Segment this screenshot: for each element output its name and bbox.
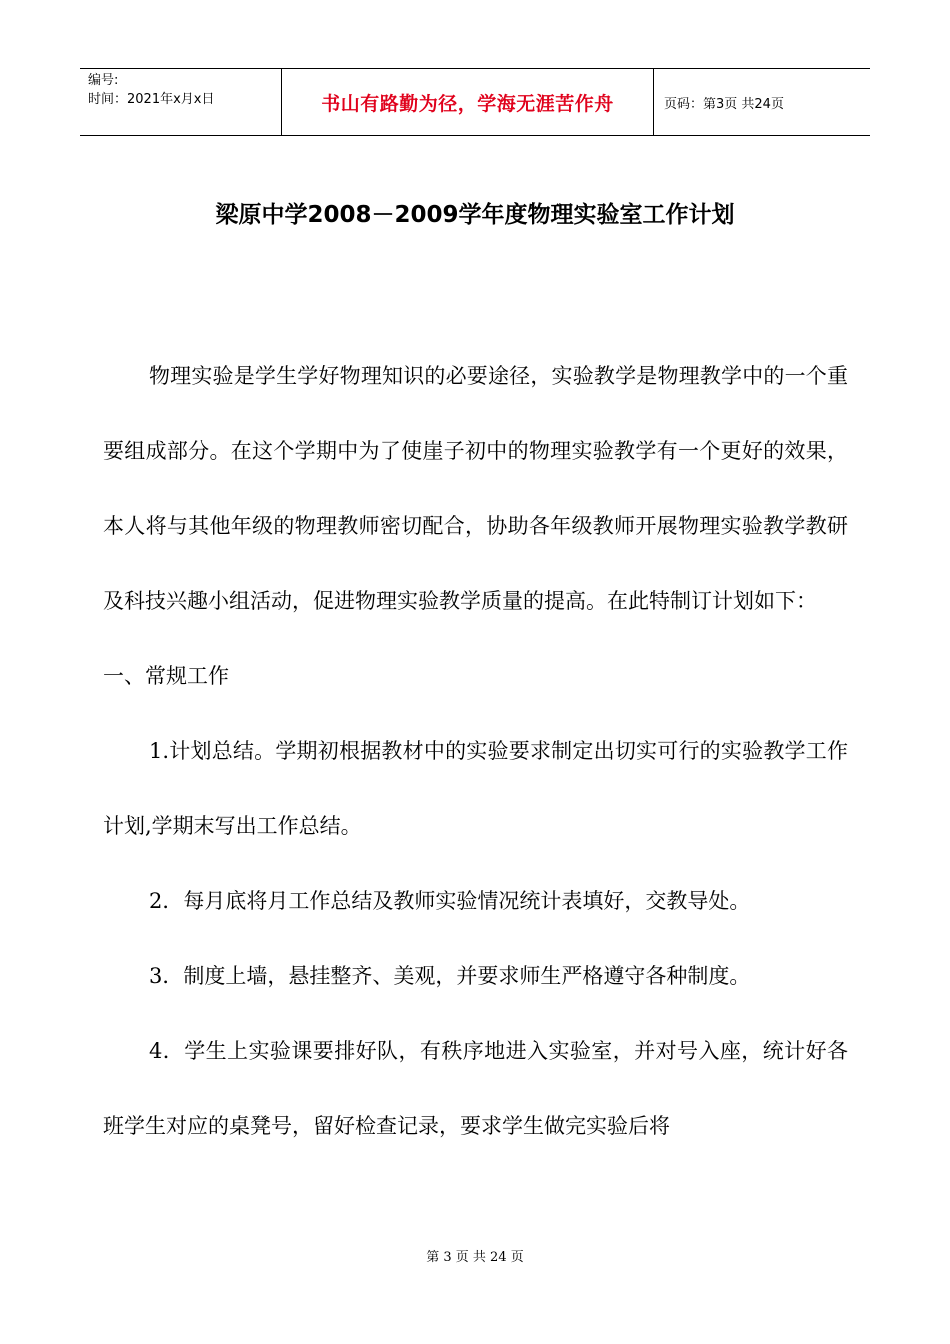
- header-table: [80, 68, 870, 136]
- header-motto-cell: [281, 69, 654, 135]
- page-info: 页码：第3页 共24页: [664, 96, 784, 112]
- header-page-cell: [654, 69, 870, 135]
- document-title: 梁原中学2008－2009学年度物理实验室工作计划: [215, 202, 735, 228]
- header-left-cell: [80, 69, 281, 135]
- time-label: 时间：2021年x月x日: [88, 92, 215, 107]
- paragraph-intro: 物理实验是学生学好物理知识的必要途径，实验教学是物理教学中的一个重要组成部分。在这个学期中为了使崖子初中的物理实验教学有一个更好的效果，本人将与其他年级的物理教师密切配合，协助各年级教师开展物理实验教学教研及科技兴趣小组活动，促进物理实验教学质量的提高。在此特制订计划如下：: [103, 364, 848, 613]
- serial-label: 编号:: [88, 73, 119, 88]
- document-body: [103, 339, 848, 1164]
- paragraph-item-2: 2．每月底将月工作总结及教师实验情况统计表填好，交教导处。: [149, 889, 751, 913]
- paragraph-item-3: 3．制度上墙，悬挂整齐、美观，并要求师生严格遵守各种制度。: [149, 964, 751, 988]
- paragraph-item-4: 4．学生上实验课要排好队，有秩序地进入实验室，并对号入座，统计好各班学生对应的桌凳号，留好检查记录，要求学生做完实验后将: [103, 1039, 848, 1138]
- paragraph-item-1: 1.计划总结。学期初根据教材中的实验要求制定出切实可行的实验教学工作计划,学期末写出工作总结。: [103, 739, 848, 838]
- page-footer: 第 3 页 共 24 页: [426, 1250, 524, 1265]
- section-heading-routine: 一、常规工作: [103, 664, 229, 688]
- motto-text: 书山有路勤为径，学海无涯苦作舟: [321, 92, 614, 115]
